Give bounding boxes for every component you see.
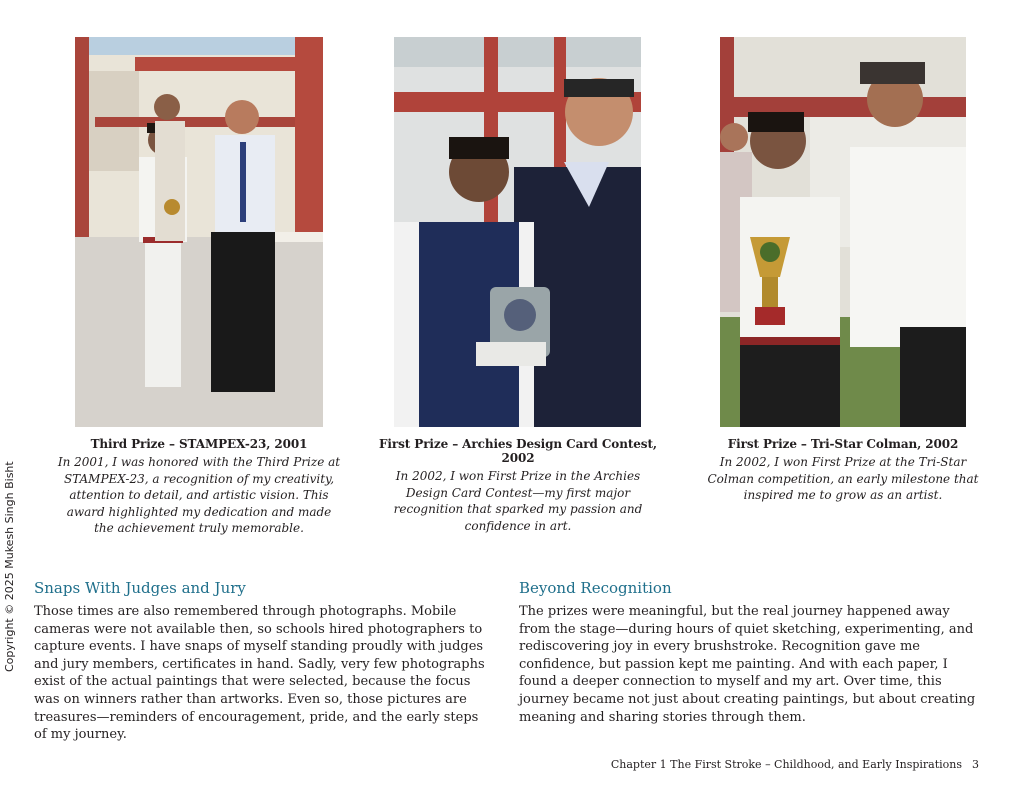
photo-title: First Prize – Tri-Star Colman, 2002 [727, 437, 959, 451]
section-body: The prizes were meaningful, but the real journey happened away from the stage—during hours of quiet sketching, experimenting, and rediscovering joy in every brushstroke. Recognition gave me confidence, but passion kept me painting. And with each paper, I found a deeper connection to myself and my art. Over time, this journey became not just about creating paintings, but about creating meaning and sharing stories through them. [519, 604, 976, 725]
section-snaps [34, 579, 489, 744]
copyright-notice: Copyright © 2025 Mukesh Singh Bisht [3, 461, 16, 672]
page-footer [611, 758, 979, 771]
photo-caption-1 [55, 437, 343, 537]
photo-archies [394, 37, 641, 427]
photo-caption-2 [374, 437, 662, 534]
section-heading: Snaps With Judges and Jury [34, 579, 246, 597]
photo-title: Third Prize – STAMPEX-23, 2001 [90, 437, 308, 451]
section-body: Those times are also remembered through photographs. Mobile cameras were not available then, so schools hired photographers to capture events. I have snaps of myself standing proudly with judges and jury members, certificates in hand. Sadly, very few photographs exist of the actual paintings that were selected, because the focus was on winners rather than artworks. Even so, those pictures are treasures—reminders of encouragement, pride, and the early steps of my journey. [34, 604, 485, 743]
photo-tristar [720, 37, 966, 427]
photo-stampex [75, 37, 323, 427]
photo-caption-3 [698, 437, 988, 504]
section-heading: Beyond Recognition [519, 579, 672, 597]
page-number: 3 [972, 758, 979, 771]
photo-caption-text: In 2002, I won First Prize at the Tri-Star Colman competition, an early milestone that inspired me to grow as an artist. [707, 455, 979, 502]
chapter-title: Chapter 1 The First Stroke – Childhood, and Early Inspirations [610, 758, 962, 771]
photo-caption-text: In 2002, I won First Prize in the Archies Design Card Contest—my first major recognition that sparked my passion and confidence in art. [393, 469, 643, 533]
photo-caption-text: In 2001, I was honored with the Third Prize at STAMPEX-23, a recognition of my creativity, attention to detail, and artistic vision. This award highlighted my dedication and made the achievement truly memorable. [57, 455, 341, 535]
photo-title: First Prize – Archies Design Card Contest, 2002 [379, 437, 657, 465]
section-beyond-recognition [519, 579, 981, 726]
